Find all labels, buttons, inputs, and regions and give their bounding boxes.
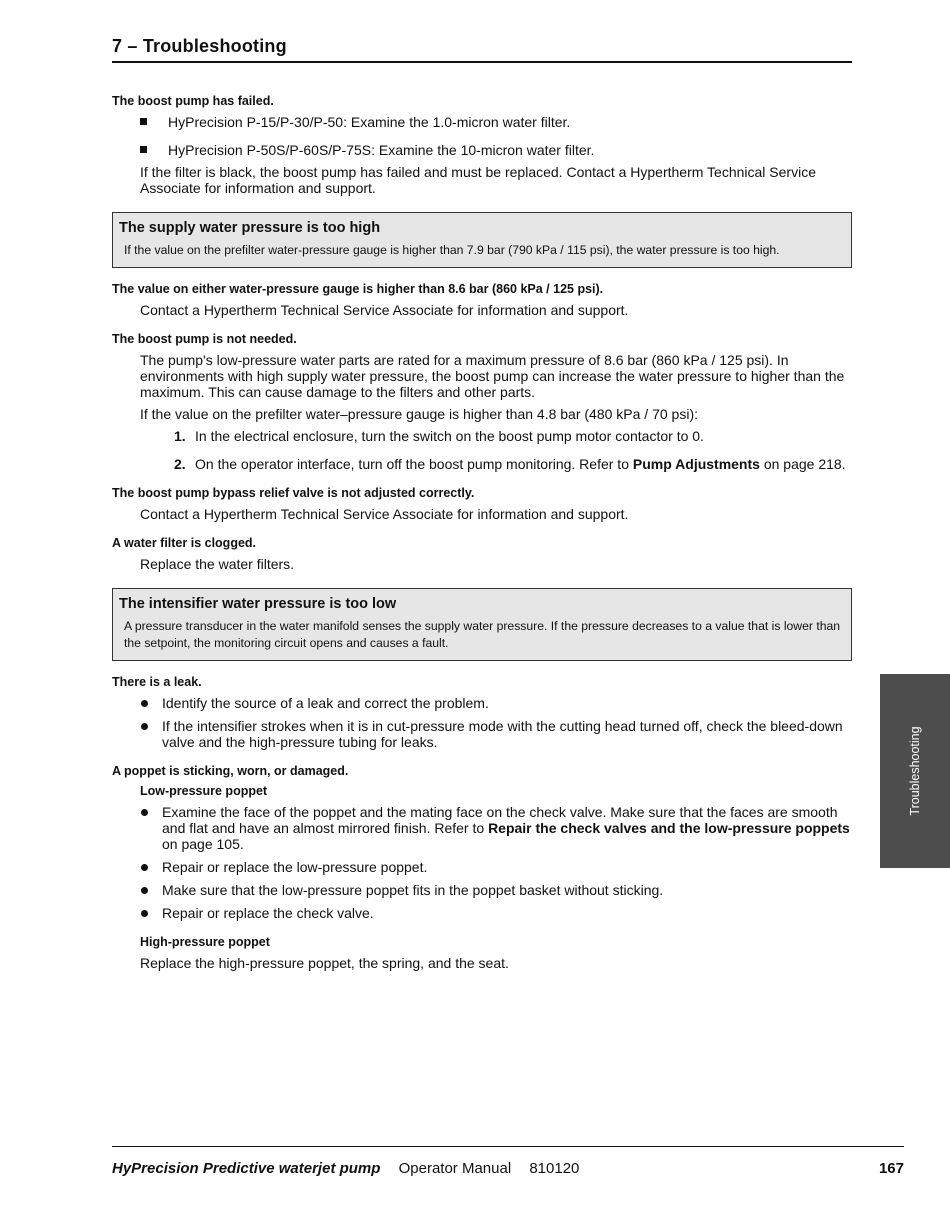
list-item [112, 905, 852, 921]
cross-reference-link[interactable]: Repair the check valves and the low-pressure poppets [488, 820, 850, 836]
list-item [112, 804, 852, 852]
round-bullet-icon [141, 700, 148, 707]
cause-title: A poppet is sticking, worn, or damaged. [112, 764, 349, 778]
footer-doc-title: Operator Manual [398, 1160, 512, 1177]
list-item-text: Make sure that the low-pressure poppet fits in the poppet basket without sticking. [162, 882, 664, 898]
step-item [112, 456, 852, 472]
cause-title: There is a leak. [112, 675, 202, 689]
round-bullet-icon [141, 864, 148, 871]
paragraph: Replace the high-pressure poppet, the spring, and the seat. [140, 955, 509, 971]
step-number: 2. [174, 456, 186, 472]
cause-poppet [112, 764, 852, 971]
page-content [112, 94, 852, 977]
chapter-side-tab[interactable] [880, 674, 950, 868]
cause-boost-pump-failed [112, 94, 852, 196]
cause-title: The boost pump bypass relief valve is not adjusted correctly. [112, 486, 475, 500]
footer-divider [112, 1146, 904, 1147]
paragraph: Contact a Hypertherm Technical Service Associate for information and support. [140, 506, 629, 522]
callout-text: A pressure transducer in the water manifold senses the supply water pressure. If the pressure decreases to a value that is lower than the setpoint, the monitoring circuit opens and causes a fault. [124, 619, 841, 650]
cause-bypass-valve [112, 486, 852, 522]
paragraph: Replace the water filters. [140, 556, 295, 572]
step-number: 1. [174, 428, 186, 444]
page-number: 167 [878, 1160, 904, 1177]
round-bullet-icon [141, 809, 148, 816]
list-item-text: Repair or replace the low-pressure poppet. [162, 859, 428, 875]
step-text: On the operator interface, turn off the boost pump monitoring. Refer to [195, 456, 633, 472]
list-item-text: Identify the source of a leak and correct the problem. [162, 695, 489, 711]
leak-list [112, 695, 852, 750]
callout-text: If the value on the prefilter water-pressure gauge is higher than 7.9 bar (790 kPa / 115 psi), the water pressure is too high. [124, 243, 780, 257]
cross-reference-link[interactable]: Pump Adjustments [632, 456, 760, 472]
list-item [112, 718, 852, 750]
list-item [112, 695, 852, 711]
steps-list [112, 428, 852, 472]
round-bullet-icon [141, 723, 148, 730]
cause-title: A water filter is clogged. [112, 536, 257, 550]
footer-product: HyPrecision Predictive waterjet pump [112, 1160, 381, 1177]
list-item-text: If the intensifier strokes when it is in cut-pressure mode with the cutting head turned off, check the bleed-down valve and the high-pressure tubing for leaks. [162, 718, 843, 750]
list-item [112, 882, 852, 898]
paragraph: If the value on the prefilter water–pressure gauge is higher than 4.8 bar (480 kPa / 70 psi): [140, 406, 698, 422]
callout-supply-pressure-high [112, 212, 852, 268]
cause-leak [112, 675, 852, 750]
low-pressure-list [112, 804, 852, 921]
list-item-text: on page 105. [162, 836, 244, 852]
side-tab-label: Troubleshooting [908, 726, 922, 816]
list-item [112, 859, 852, 875]
list-item-text: HyPrecision P-15/P-30/P-50: Examine the 1.0-micron water filter. [168, 114, 571, 130]
list-item-text: Repair or replace the check valve. [162, 905, 374, 921]
paragraph: The pump's low-pressure water parts are rated for a maximum pressure of 8.6 bar (860 kPa / 125 psi). In environments with high supply water pressure, the boost pump can increase the water pressure to higher than the maximum. This can cause damage to the filters and other parts. [140, 352, 845, 400]
list-item [112, 114, 852, 130]
paragraph: If the filter is black, the boost pump has failed and must be replaced. Contact a Hypertherm Technical Service Associate for information and support. [140, 164, 816, 196]
list-item [112, 142, 852, 158]
chapter-title: 7 – Troubleshooting [112, 36, 852, 63]
filter-list [112, 114, 852, 158]
step-text: on page 218. [759, 456, 846, 472]
callout-title: The supply water pressure is too high [119, 220, 381, 236]
cause-gauge-high [112, 282, 852, 318]
paragraph: Contact a Hypertherm Technical Service Associate for information and support. [140, 302, 629, 318]
step-text: In the electrical enclosure, turn the switch on the boost pump motor contactor to 0. [195, 428, 704, 444]
callout-intensifier-pressure-low [112, 588, 852, 661]
subsection-title: Low-pressure poppet [140, 784, 268, 798]
cause-title: The boost pump is not needed. [112, 332, 297, 346]
round-bullet-icon [141, 910, 148, 917]
cause-filter-clogged [112, 536, 852, 572]
square-bullet-icon [140, 146, 147, 153]
cause-title: The boost pump has failed. [112, 94, 274, 108]
footer-part-number: 810120 [529, 1160, 580, 1177]
step-item [112, 428, 852, 444]
list-item-text: HyPrecision P-50S/P-60S/P-75S: Examine the 10-micron water filter. [168, 142, 595, 158]
callout-title: The intensifier water pressure is too low [119, 596, 397, 612]
square-bullet-icon [140, 118, 147, 125]
page-footer [112, 1160, 904, 1177]
cause-title: The value on either water-pressure gauge is higher than 8.6 bar (860 kPa / 125 psi). [112, 282, 604, 296]
cause-boost-not-needed [112, 332, 852, 472]
round-bullet-icon [141, 887, 148, 894]
subsection-title: High-pressure poppet [140, 935, 270, 949]
list-item-text: Examine the face of the poppet and the mating face on the check valve. Make sure that the faces are smooth and flat and have an almost mirrored finish. Refer to [162, 804, 838, 836]
